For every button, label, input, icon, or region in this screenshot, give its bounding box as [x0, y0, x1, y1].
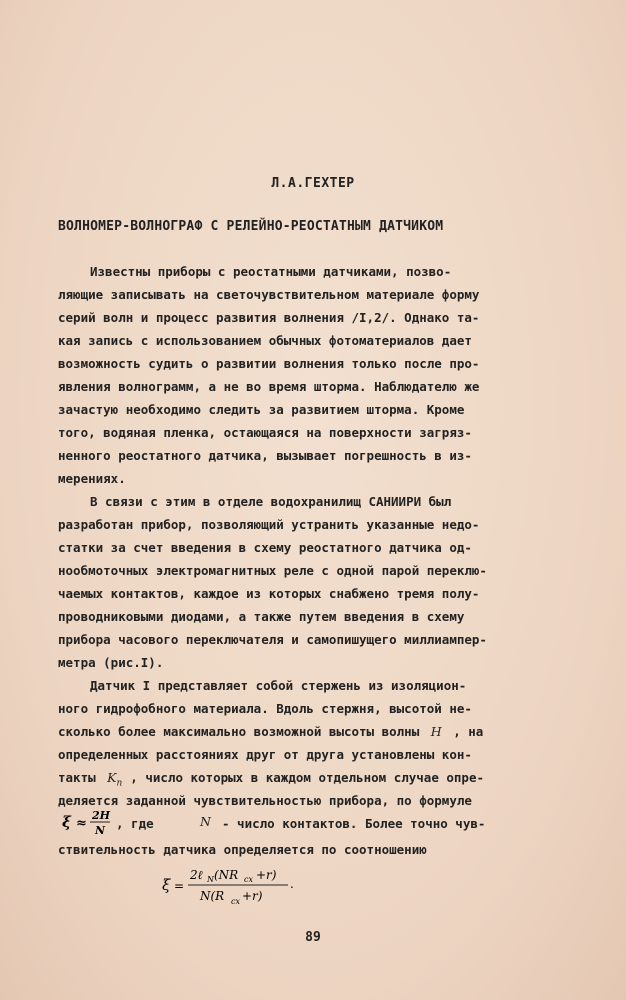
formula-line — [58, 809, 518, 840]
text-fragment: - число контактов. Более точно чув- — [222, 816, 486, 831]
symbol-K: K — [107, 770, 117, 785]
text-line: зачастую необходимо следить за развитием шторма. Кроме — [58, 402, 465, 417]
text-line: деляется заданной чувствительностью прибора, по формуле — [58, 793, 472, 808]
text-line: ляющие записывать на светочувствительном материале форму — [58, 287, 480, 302]
text-line: чаемых контактов, каждое из которых снабжено тремя полу- — [58, 586, 480, 601]
fraction-denominator: N — [95, 824, 106, 837]
fraction-numerator: 2H — [92, 809, 111, 822]
symbol-xi: ξ — [162, 876, 171, 894]
page-number: 89 — [305, 930, 321, 945]
text-line — [58, 768, 518, 794]
symbol-N: N — [200, 814, 211, 829]
text-line: проводниковыми диодами, а также путем введения в схему — [58, 609, 465, 624]
text-line: того, водяная пленка, остающаяся на поверхности загряз- — [58, 425, 472, 440]
svg-text:=: = — [174, 879, 185, 893]
text-line: В связи с этим в отделе водохранилищ САНИИРИ был — [90, 494, 452, 509]
symbol-xi: ξ — [62, 813, 71, 831]
denominator-part: N(R — [200, 889, 225, 903]
sensitivity-formula — [160, 864, 320, 908]
numerator-part: 2ℓ — [190, 868, 203, 882]
numerator-sub: N — [207, 875, 214, 884]
text-line: явления волнограмм, а не во время шторма. Наблюдателю же — [58, 379, 480, 394]
svg-text:.: . — [290, 877, 294, 891]
numerator-part: +r) — [256, 868, 277, 882]
text-line: прибора часового переключателя и самопишущего миллиампер- — [58, 632, 487, 647]
text-line: возможность судить о развитии волнения только после про- — [58, 356, 480, 371]
text-line: ненного реостатного датчика, вызывает погрешность в из- — [58, 448, 472, 463]
text-line: Известны приборы с реостатными датчиками, позво- — [90, 264, 452, 279]
text-line: мерениях. — [58, 471, 126, 486]
article-title: ВОЛНОМЕР-ВОЛНОГРАФ С РЕЛЕЙНО-РЕОСТАТНЫМ ДАТЧИКОМ — [58, 219, 444, 234]
text-fragment: , на — [453, 724, 484, 739]
author-name: Л.А.ГЕХТЕР — [271, 176, 355, 191]
text-line: определенных расстояниях друг от друга установлены кон- — [58, 747, 472, 762]
symbol-n: n — [116, 778, 123, 789]
symbol-Kn — [107, 770, 126, 789]
symbol-approx: ≈ — [76, 816, 87, 831]
text-line: нообмоточных электромагнитных реле с одной парой переклю- — [58, 563, 487, 578]
text-line: кая запись с использованием обычных фотоматериалов дает — [58, 333, 472, 348]
text-line — [58, 722, 518, 742]
text-fragment: , где — [116, 816, 154, 831]
numerator-sub: cx — [244, 875, 253, 884]
text-fragment: такты — [58, 770, 96, 785]
denominator-part: +r) — [242, 889, 263, 903]
text-line: ствительность датчика определяется по соотношению — [58, 842, 427, 857]
symbol-H: H — [430, 724, 442, 739]
text-line: метра (рис.I). — [58, 655, 164, 670]
text-line: серий волн и процесс развития волнения /I,2/. Однако та- — [58, 310, 480, 325]
text-fragment: сколько более максимально возможной высоты волны — [58, 724, 420, 739]
text-line: разработан прибор, позволяющий устранить указанные недо- — [58, 517, 480, 532]
numerator-part: (NR — [214, 868, 239, 882]
text-line: Датчик I представляет собой стержень из изоляцион- — [90, 678, 467, 693]
text-fragment: , число которых в каждом отдельном случае опре- — [130, 770, 485, 785]
text-line: ного гидрофобного материала. Вдоль стержня, высотой не- — [58, 701, 472, 716]
denominator-sub: cx — [231, 897, 240, 906]
text-line: статки за счет введения в схему реостатного датчика од- — [58, 540, 472, 555]
